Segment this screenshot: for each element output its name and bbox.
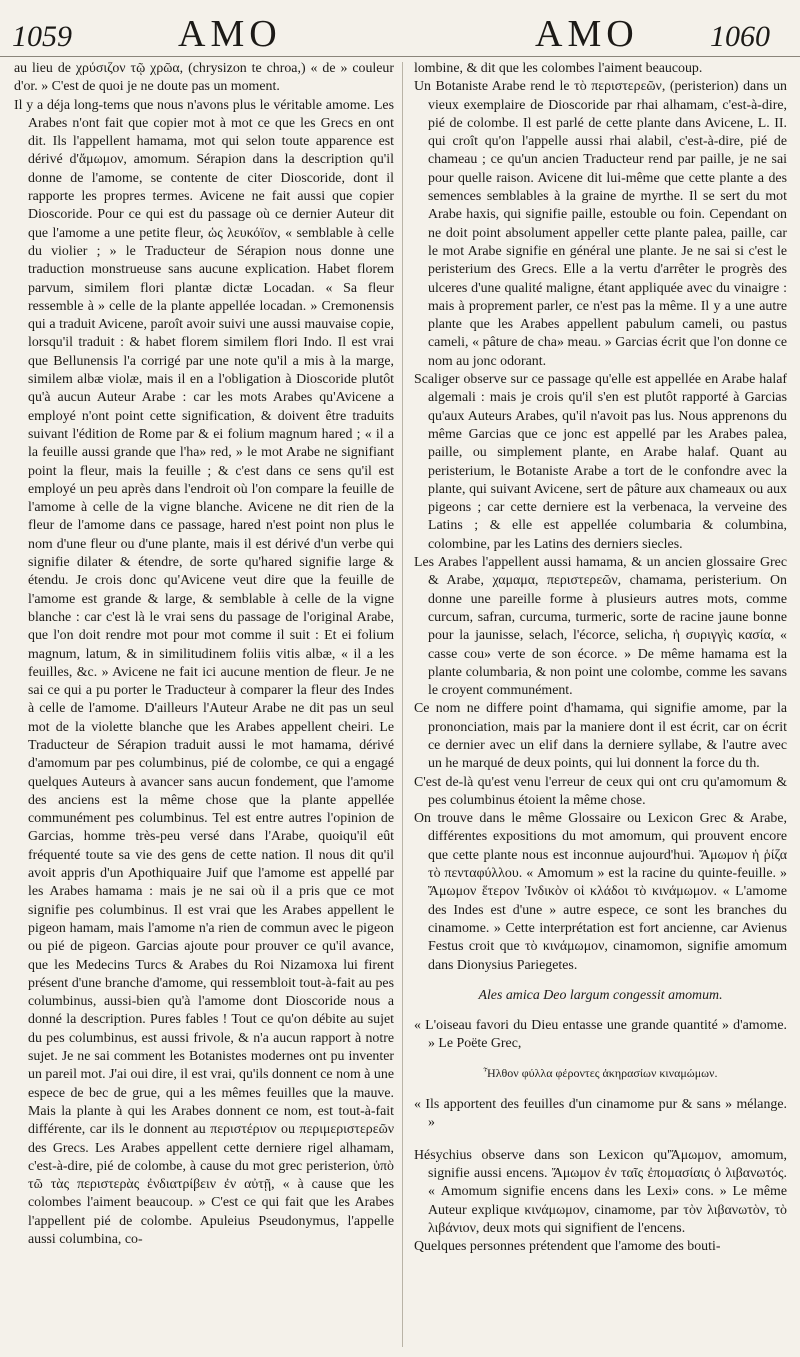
page-header: [0, 6, 800, 58]
left-column: [14, 60, 394, 1249]
paragraph: « L'oiseau favori du Dieu entasse une grande quantité » d'amome. » Le Poëte Grec,: [414, 1018, 787, 1052]
paragraph: C'est de-là qu'est venu l'erreur de ceux qui ont cru qu'amomum & pes columbinus étoient la même chose.: [414, 774, 787, 808]
paragraph: Ce nom ne differe point d'hamama, qui signifie amome, par la prononciation, mais par la maniere dont il est écrit, car on écrit ce dernier avec un elif dans la derniere syllabe, & l'autre avec un he marqué de deux points, qui lui donnent la force du th.: [414, 701, 787, 772]
paragraph: On trouve dans le même Glossaire ou Lexicon Grec & Arabe, différentes expositions du mot amomum, qui prouvent encore que cette plante nous est inconnue aujourd'hui. Ἄμωμον ἡ ῥίζα τὸ πενταφύλλου. « Amomum » est la racine du quinte-feuille. » Ἄμωμον ἕτερον Ἰνδικὸν οἱ κλάδοι τὸ κινάμωμον. « L'amome des Indes est d'une » autre espece, ce sont les branches du cinamome. » Cette interprétation est fort ancienne, car Avienus Festus croit que τὸ κινάμωμον, cinamomon, signifie amomum dans Dionysius Pariegetes.: [414, 811, 787, 973]
paragraph: Hésychius observe dans son Lexicon qu'Ἄμωμον, amomum, signifie aussi encens. Ἄμωμον ἐν ταῖς ἐπομασίαις ὁ λιβανωτός. « Amomum signifie encens dans les Lexi» cons. » Le même Auteur explique κινάμωμον, cinamome, par τὸν λιβανωτὸν, τὸ λιβάνιον, deux mots qui signifient de l'encens.: [414, 1147, 787, 1236]
paragraph: Un Botaniste Arabe rend le τὸ περιστερεῶν, (peristerion) dans un vieux exemplaire de Dioscoride par rhai alhamam, c'est-à-dire, pié de colombe. Il est parlé de cette plante dans Avicene, L. II. qui croît qu'on l'appelle aussi rhai alabil, c'est-à-dire, pié de chameau ; ce qu'un ancien Traducteur rend par paille, je ne sai pour quelle raison. Avicene dit lui-même que cette plante a des semences semblables à la graine de myrthe. Il se sert du mot Arabe haxis, qui signifie paille, estouble ou foin. Cependant on ne doit point absolument appeller cette plante palea, paille, car le mot Arabe signifie en général une plante. Je ne sai si c'est le peristerium des Grecs. Elle a la vertu d'arrêter le progrès des ulceres d'une qualité maligne, étant appliquée avec du vinaigre : mais à proprement parler, ce n'est pas la même. Il y a une autre plante que les Arabes appellent pabulum cameli, ou pastus cameli, « pâture de cha» meau. » Garcias écrit que l'on donne ce nom au jonc odorant.: [414, 79, 787, 369]
right-column: [414, 60, 787, 1256]
paragraph: Il y a déja long-tems que nous n'avons plus le véritable amome. Les Arabes n'ont fait que copier mot à mot ce que les Grecs en ont dit. Ils l'appellent hamama, mot qui selon toute apparence est dérivé d'ἄμωμον, amomum. Sérapion dans la description qu'il donne de l'amome, se contente de citer Dioscoride, dont il rapporte les propres termes. Avicene ne fait aussi que copier Dioscoride. Pour ce qui est du passage où ce dernier Auteur dit que l'amome a une petite fleur, ὡς λευκόϊον, « semblable à celle du violier ; » le Traducteur de Sérapion nous donne une traduction monstrueuse sans aucune explication. Habet florem parvum, similem flori plantæ dictæ Locadan. « Sa fleur ressemble à » celle de la plante appellée locadan. » Cremonensis qui a traduit Avicene, paroît avoir suivi une aussi mauvaise copie, lorsqu'il traduit : & habet florem similem flori Indo. Il est vrai que Bellunensis l'a corrigé par une note qu'il a mis à la marge, similem albæ violæ, mais il en a l'obligation à Dioscoride plutôt qu'à aucun Auteur Arabe : car les mots Arabes qu'Avicene a employé n'ont point cette signification, & doivent être traduits suivant l'édition de Rome par & ei folium magnum hared ; « il a la feuille aussi grande que l'ha» red, » le mot Arabe ne signifiant point la fleur, mais la feuille ; & c'est dans ce sens qu'il est employé un peu après dans l'endroit où l'on compare la feuille de l'amome à celle de la vigne blanche. Avicene ne dit rien de la fleur de l'amome dans ce passage, hared n'est point non plus le nom d'une fleur ou d'une plante, mais il est dérivé d'un verbe qui signifie dilater & étendre, de sorte qu'hared signifie large & étendu. Je crois donc qu'Avicene veut dire que la feuille de l'amome est grande & large, & semblable à celle de la vigne blanche : car c'est là le vrai sens du passage de l'original Arabe, que l'on doit rendre mot pour mot comme il suit : Et ei folium magnum, latum, & in similitudinem foliis vitis albæ, « il a les feuilles, &c. » Avicene ne fait ici aucune mention de fleur. Je ne sai ce qui a pu porter le Traducteur à comparer la fleur des Indes à celle de l'amome. D'ailleurs l'Auteur Arabe ne dit pas un seul mot de la violette blanche que les Arabes appellent cheiri. Le Traducteur de Sérapion traduit aussi le mot hamama, dérivé d'amomum par pes columbinus, pié de colombe, ce qui a engagé quelques Auteurs à avancer sans aucun fondement, que l'amome des anciens est la même chose que la plante appellée communément pes columbinus. Tel est entre autres l'opinion de Garcias, homme très-peu versé dans l'Arabe, quoiqu'il eût fréquenté toute sa vie des gens de cette nation. Il nous dit qu'il avoit appris d'un Apothiquaire Juif que l'amome est appellé par les Arabes hamama : mais je ne sai où il a pris que ce mot signifie pes columbinus. Il est vrai que les Arabes appellent le pigeon hamam, mais l'amome n'a rien de commun avec le pigeon ou pié de pigeon. Garcias ajoute pour prouver ce qu'il avance, que les Medecins Turcs & Arabes du Roi Nizamoxa lui firent présent d'une branche d'amome, qui ressembloit tout-à-fait au pes columbinus, aussi-bien qu'à l'amome dont Dioscoride nous a donné la description. Pures fables ! Tout ce qu'on débite au sujet du pes columbinus, est aussi frivole, & n'a aucun rapport à notre sujet. Je ne sai comment les Botanistes modernes ont pu inventer un pareil mot. J'ai oui dire, il est vrai, qu'ils donnent ce nom à une espece de bec de grue, qui a les mêmes feuilles que la mauve. Mais la plante à qui les Arabes donnent ce nom, est tout-à-fait différente, car ils le donnent au περιστέριον ou περιμεριστερεῶν des Grecs. Les Arabes appellent cette derniere rigel alhamam, c'est-à-dire, pié de colombe, à cause du mot grec peristerion, ὑπὸ τῶ τὰς περιστερὰς ἐνδιατρίβειν ἐν αὐτῇ, « à cause que les colombes l'aiment beaucoup. » C'est ce qui fait que les Arabes l'appellent pié de colombe. Apuleius Pseudonymus, l'appelle aussi columbina, co-: [14, 97, 394, 1247]
latin-verse-quote: Ales amica Deo largum congessit amomum.: [478, 987, 723, 1003]
left-page-number: 1059: [12, 20, 72, 53]
header-rule: [0, 56, 800, 57]
paragraph: Les Arabes l'appellent aussi hamama, & un ancien glossaire Grec & Arabe, χαμαμα, περιστερεῶν, chamama, peristerium. On donne une pareille forme à plusieurs autres mots, comme curcum, safran, curcuma, turmeric, sorte de racine jaune bonne pour la jaunisse, selach, l'écorce, selicha, ἡ συριγγὶς κασία, « casse cou» verte de son écorce. » De même hamama est la plante columbaria, & non point une colombe, comme les savans le croyent communément.: [414, 555, 787, 699]
paragraph: Quelques personnes prétendent que l'amome des bouti-: [414, 1239, 721, 1255]
paragraph: au lieu de χρύσιζον τῷ χρῶα, (chrysizon te chroa,) « de » couleur d'or. » C'est de quoi je ne doute pas un moment.: [14, 61, 394, 95]
left-running-headword: AMO: [178, 13, 282, 55]
paragraph: « Ils apportent des feuilles d'un cinamome pur & sans » mélange. »: [414, 1097, 787, 1131]
column-divider: [402, 62, 403, 1347]
paragraph: Scaliger observe sur ce passage qu'elle est appellée en Arabe halaf algemali : mais je crois qu'il s'en est plutôt rapporté à Garcias qu'aux Auteurs Arabes, qu'il n'avoit pas lus. Nous apprenons du même Garcias que ce jonc est appellé par les Arabes palea, paille, ou simplement plante, en Arabe halaf. Quant au peristerium, le Botaniste Arabe a tort de le confondre avec la plante, qui suivant Avicene, sert de pâture aux chameaux ou aux pigeons ; car cette derniere est la verbenaca, la verveine des Latins ; & elle est appellée columbaria & columbina, colombine, par les Latins des derniers siecles.: [414, 372, 787, 552]
right-running-headword: AMO: [535, 13, 639, 55]
greek-verse-quote: Ἦλθον φύλλα φέροντες ἀκηρασίων κιναμώμων.: [483, 1065, 718, 1080]
paragraph: lombine, & dit que les colombes l'aiment beaucoup.: [414, 61, 703, 76]
right-page-number: 1060: [710, 20, 770, 53]
